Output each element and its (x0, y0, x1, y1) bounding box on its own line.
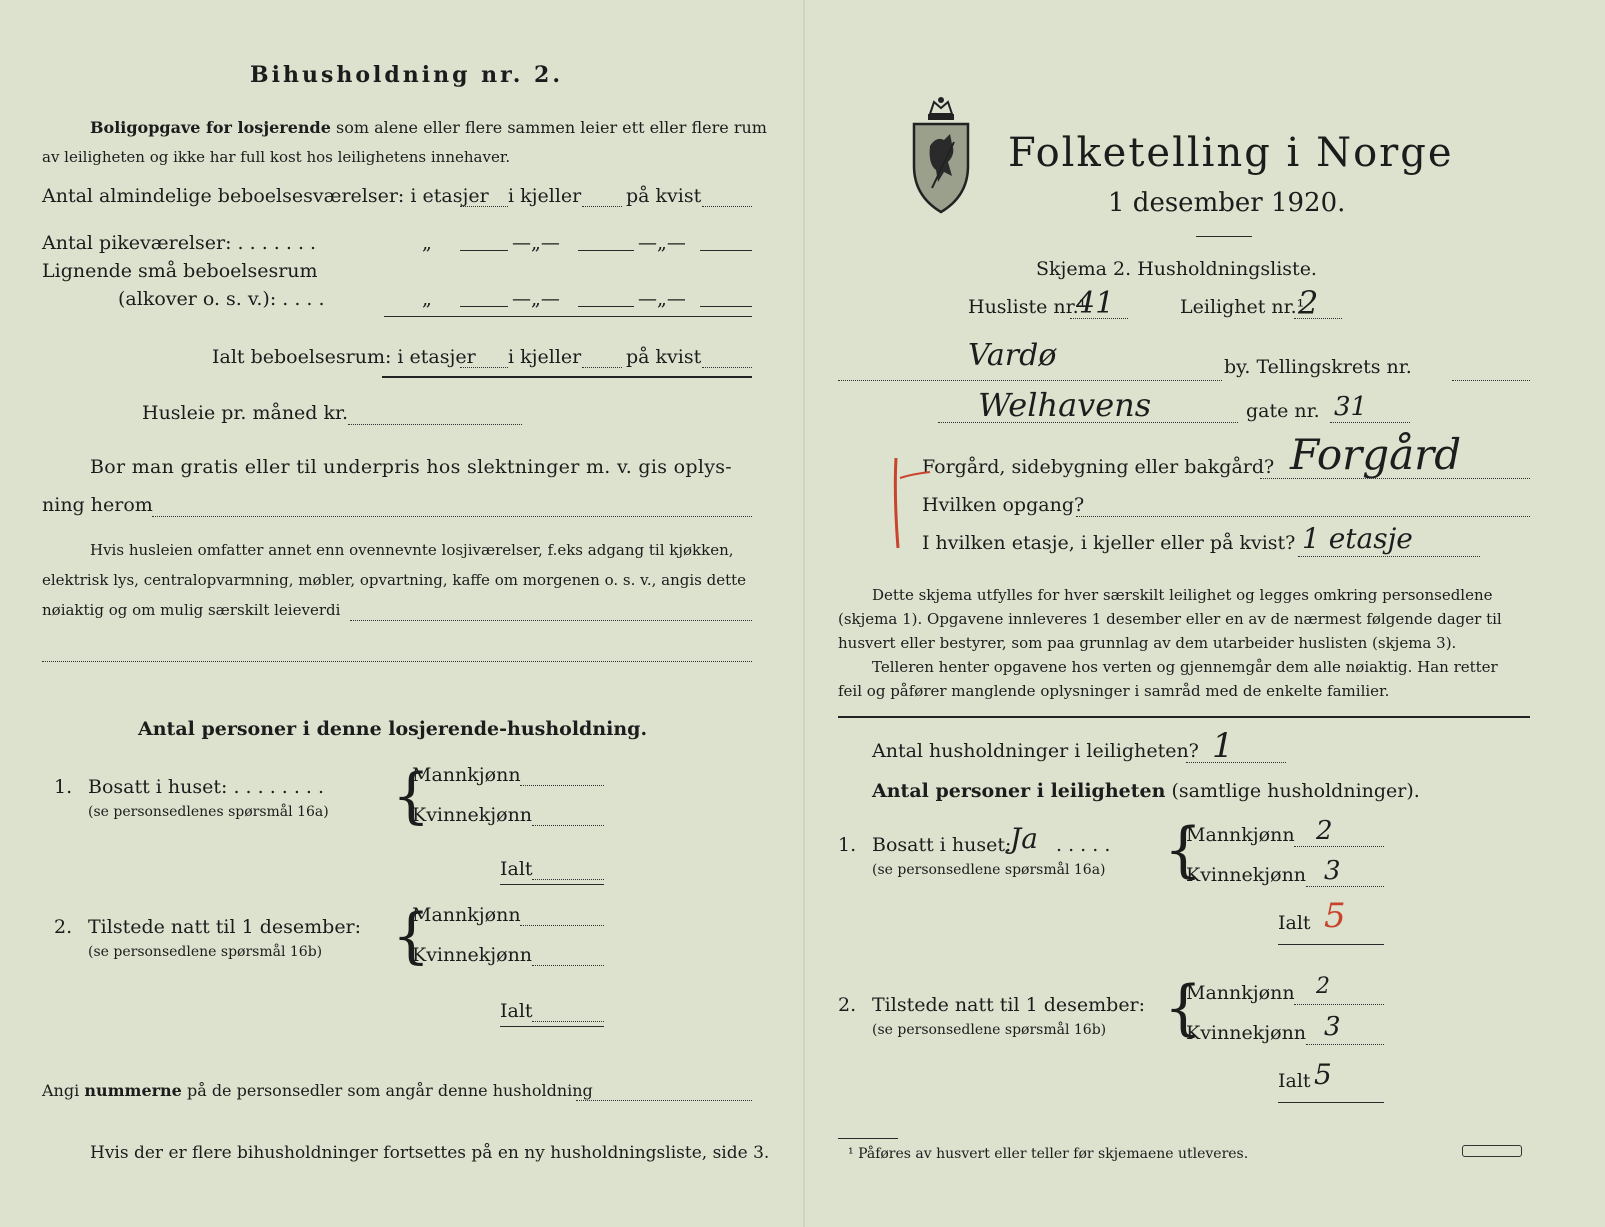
intro-line-2: av leiligheten og ikke har full kost hos leilighetens innehaver. (42, 148, 511, 166)
right-s1-handwritten[interactable]: Ja (1010, 822, 1038, 855)
left-s1-ialt-label: Ialt (500, 858, 533, 880)
intro-bold: Boligopgave for losjerende (90, 118, 331, 137)
ialt-kjeller-field[interactable] (582, 367, 622, 368)
etasje-field (1298, 556, 1480, 557)
street-value[interactable]: Welhavens (978, 386, 1152, 424)
leilighet-label: Leilighet nr.¹ (1180, 296, 1305, 318)
opgang-label: Hvilken opgang? (922, 494, 1085, 516)
pike-ditto-3: —„— (638, 232, 686, 254)
right-page-husholdningsliste (838, 0, 1568, 1227)
left-s2-kvinne-label: Kvinnekjønn (412, 944, 533, 966)
right-date: 1 desember 1920. (1108, 188, 1346, 218)
left-footer: Hvis der er flere bihusholdninger fortsettes på en ny husholdningsliste, side 3. (90, 1143, 770, 1163)
etasje-value[interactable]: 1 etasje (1302, 522, 1413, 555)
hvis-line-2: elektrisk lys, centralopvarmning, møbler, opvartning, kaffe om morgenen o. s. v., angis dette (42, 571, 747, 589)
pike-kvist-field[interactable] (700, 250, 752, 251)
left-s2-ialt-label: Ialt (500, 1000, 533, 1022)
right-s1-mann-field (1294, 846, 1384, 847)
intro-line-1 (90, 118, 767, 137)
pike-ditto-1: „ (422, 232, 432, 254)
title-rule (1196, 236, 1252, 237)
right-s2-ialt-value[interactable]: 5 (1314, 1058, 1332, 1091)
right-s1-kvinne-value[interactable]: 3 (1324, 856, 1341, 886)
ialt-underline (382, 376, 752, 378)
antal-alm-etasjer-field[interactable] (460, 206, 508, 207)
hvis-line-1: Hvis husleien omfatter annet enn ovennevnte losjiværelser, f.eks adgang til kjøkken, (90, 541, 734, 559)
gate-label: gate nr. (1246, 400, 1320, 422)
antal-personer-heading: Antal personer i denne losjerende-husholdning. (138, 718, 648, 740)
right-title: Folketelling i Norge (1008, 130, 1454, 176)
antal-alm-kvist: på kvist (626, 185, 702, 207)
right-s1-sub: (se personsedlene spørsmål 16a) (872, 862, 1106, 878)
right-s1-kvinne-label: Kvinnekjønn (1186, 864, 1307, 886)
right-s1-kvinne-field (1306, 886, 1384, 887)
husleie-label: Husleie pr. måned kr. (142, 402, 349, 424)
left-s1-kvinne-label: Kvinnekjønn (412, 804, 533, 826)
pike-ditto-2: —„— (512, 232, 560, 254)
lign-kvist-field[interactable] (700, 306, 752, 307)
left-s1-mann-field[interactable] (520, 785, 604, 786)
forgard-label: Forgård, sidebygning eller bakgård? (922, 456, 1275, 478)
printer-stamp (1462, 1145, 1522, 1157)
ialt-kvist-field[interactable] (702, 367, 752, 368)
leieverdi-field-2[interactable] (42, 661, 752, 662)
city-value[interactable]: Vardø (968, 338, 1057, 373)
husliste-value[interactable]: 41 (1076, 286, 1115, 321)
pike-kjeller-field[interactable] (578, 250, 634, 251)
left-s2-brace: { (392, 901, 431, 971)
antal-hush-field (1186, 762, 1286, 763)
bor-man-text: Bor man gratis eller til underpris hos slektninger m. v. gis oplys- (90, 456, 733, 478)
right-s2-ialt-underline (1278, 1102, 1384, 1103)
right-s1-ialt-underline (1278, 944, 1384, 945)
opgang-field[interactable] (1076, 516, 1530, 517)
dette-line-2: (skjema 1). Opgavene innleveres 1 desember eller en av de nærmest følgende dager til (838, 610, 1502, 628)
lign-kjeller-field[interactable] (578, 306, 634, 307)
dette-line-3: husvert eller bestyrer, som paa grunnlag av dem utarbeider huslisten (skjema 3). (838, 634, 1457, 652)
left-s2-num: 2. (54, 916, 73, 938)
left-s1-brace: { (392, 761, 431, 831)
left-title: Bihusholdning nr. 2. (250, 62, 563, 88)
right-s1-num: 1. (838, 834, 857, 856)
angi-part-1: Angi (42, 1081, 85, 1100)
telleren-line-2: feil og påfører manglende oplysninger i samråd med de enkelte familier. (838, 682, 1390, 700)
right-s1-ialt-label: Ialt (1278, 912, 1311, 934)
by-label: by. Tellingskrets nr. (1224, 356, 1412, 378)
right-s2-kvinne-field (1306, 1044, 1384, 1045)
left-s1-sub: (se personsedlenes spørsmål 16a) (88, 804, 329, 820)
forgard-field (1260, 478, 1530, 479)
right-s1-brace: { (1164, 815, 1203, 885)
lign-underline (384, 316, 752, 317)
right-s2-ialt-label: Ialt (1278, 1070, 1311, 1092)
dette-line-1: Dette skjema utfylles for hver særskilt leilighet og legges omkring personsedlene (872, 586, 1493, 604)
right-s1-label: Bosatt i huset: (872, 834, 1012, 856)
leilighet-field (1294, 318, 1342, 319)
left-page-bihusholdning (42, 0, 772, 1227)
leieverdi-field[interactable] (350, 620, 752, 621)
lignende-label-1: Lignende små beboelsesrum (42, 260, 318, 282)
antal-alm-kjeller-field[interactable] (582, 206, 622, 207)
right-s2-label: Tilstede natt til 1 desember: (872, 994, 1146, 1016)
left-s1-ialt-underline (500, 884, 604, 885)
forgard-value[interactable]: Forgård (1290, 430, 1462, 479)
antal-hush-value[interactable]: 1 (1212, 726, 1234, 766)
ialt-beboelse-label: Ialt beboelsesrum: i etasjer (212, 346, 476, 368)
lign-ditto-2: —„— (512, 288, 560, 310)
antal-hush-label: Antal husholdninger i leiligheten? (872, 740, 1199, 762)
left-s2-label: Tilstede natt til 1 desember: (88, 916, 362, 938)
antal-alm-label: Antal almindelige beboelsesværelser: i etasjer (42, 185, 489, 207)
ialt-etasjer-field[interactable] (460, 367, 508, 368)
section-divider (838, 716, 1530, 718)
antal-pers-bold: Antal personer i leiligheten (872, 780, 1166, 802)
left-s1-ialt-field[interactable] (532, 879, 604, 880)
street-field (938, 422, 1238, 423)
footnote: ¹ Påføres av husvert eller teller før skjemaene utleveres. (848, 1146, 1249, 1162)
left-s1-label: Bosatt i huset: . . . . . . . . (88, 776, 325, 798)
gate-field (1330, 422, 1410, 423)
nummerne-field[interactable] (576, 1100, 752, 1101)
left-s1-num: 1. (54, 776, 73, 798)
left-s2-ialt-field[interactable] (532, 1021, 604, 1022)
left-s1-mann-label: Mannkjønn (412, 764, 521, 786)
lignende-label-2: (alkover o. s. v.): . . . . (118, 288, 325, 310)
right-s1-ialt-value[interactable]: 5 (1324, 896, 1346, 936)
hvis-line-3: nøiaktig og om mulig særskilt leieverdi (42, 601, 341, 619)
lign-ditto-1: „ (422, 288, 432, 310)
angi-bold: nummerne (84, 1081, 182, 1100)
husleie-field[interactable] (348, 424, 522, 425)
right-s2-mann-label: Mannkjønn (1186, 982, 1295, 1004)
left-s2-mann-field[interactable] (520, 925, 604, 926)
ning-herom-text: ning herom (42, 494, 153, 516)
antal-pers-rest: (samtlige husholdninger). (1165, 780, 1420, 802)
right-s2-num: 2. (838, 994, 857, 1016)
right-s2-brace: { (1164, 973, 1203, 1043)
pike-etasjer-field[interactable] (460, 250, 508, 251)
lign-etasjer-field[interactable] (460, 306, 508, 307)
right-s2-mann-field (1294, 1004, 1384, 1005)
etasje-label: I hvilken etasje, i kjeller eller på kvist? (922, 532, 1296, 554)
angi-part-2: på de personsedler som angår denne husholdning (181, 1081, 593, 1100)
right-s2-sub: (se personsedlene spørsmål 16b) (872, 1022, 1107, 1038)
right-s2-mann-value[interactable]: 2 (1316, 974, 1330, 999)
right-s1-mann-value[interactable]: 2 (1316, 816, 1333, 846)
husliste-label: Husliste nr.¹ (968, 296, 1087, 318)
right-s1-mann-label: Mannkjønn (1186, 824, 1295, 846)
left-s1-kvinne-field[interactable] (532, 825, 604, 826)
norway-coat-of-arms-icon (910, 96, 972, 216)
telleren-line-1: Telleren henter opgavene hos verten og gjennemgår dem alle nøiaktig. Han retter (872, 658, 1498, 676)
lign-ditto-3: —„— (638, 288, 686, 310)
ialt-kvist: på kvist (626, 346, 702, 368)
left-s2-kvinne-field[interactable] (532, 965, 604, 966)
intro-rest: som alene eller flere sammen leier ett eller flere rum (330, 118, 767, 137)
left-s2-mann-label: Mannkjønn (412, 904, 521, 926)
gate-value[interactable]: 31 (1334, 392, 1368, 422)
right-s1-dots: . . . . . (1056, 834, 1111, 856)
antal-pers-heading (872, 780, 1420, 802)
city-field (838, 380, 1222, 381)
antal-pike-label: Antal pikeværelser: . . . . . . . (42, 232, 317, 254)
tellingskrets-field[interactable] (1452, 380, 1530, 381)
angi-text (42, 1081, 593, 1100)
page-fold (803, 0, 805, 1227)
husliste-field (1070, 318, 1128, 319)
left-s2-ialt-underline (500, 1026, 604, 1027)
left-s2-sub: (se personsedlene spørsmål 16b) (88, 944, 323, 960)
ialt-kjeller: i kjeller (508, 346, 582, 368)
right-s2-kvinne-value[interactable]: 3 (1324, 1012, 1341, 1042)
antal-alm-kvist-field[interactable] (702, 206, 752, 207)
skjema-label: Skjema 2. Husholdningsliste. (1036, 258, 1317, 280)
oplysning-field[interactable] (152, 516, 752, 517)
right-s2-kvinne-label: Kvinnekjønn (1186, 1022, 1307, 1044)
antal-alm-kjeller: i kjeller (508, 185, 582, 207)
leilighet-value[interactable]: 2 (1298, 284, 1319, 322)
footnote-rule (838, 1138, 898, 1139)
